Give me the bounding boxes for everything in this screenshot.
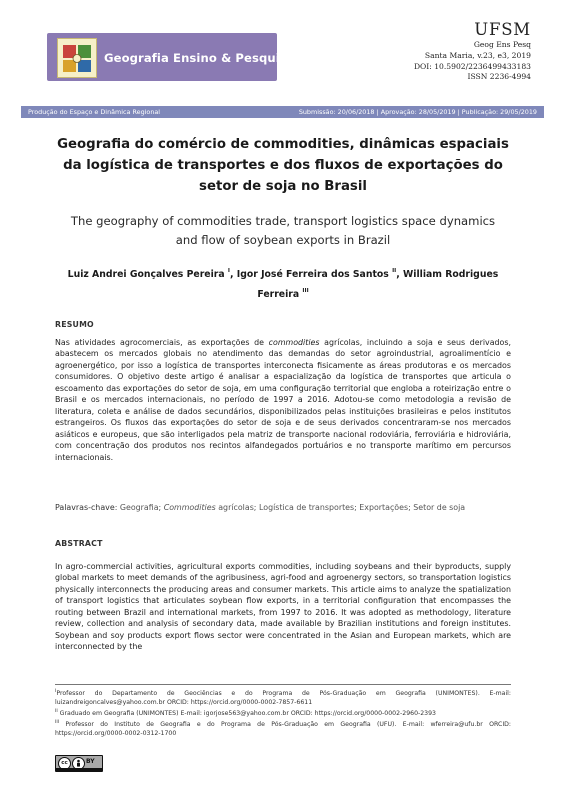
author-name: William Rodrigues Ferreira: [257, 269, 499, 300]
doi-line: DOI: 10.5902/2236499433183: [413, 61, 531, 71]
article-title-en: The geography of commodities trade, transport logistics space dynamics and flow of soybean exports in Brazil: [70, 214, 496, 247]
publisher-meta: [414, 20, 531, 83]
footnote-mark: II: [55, 709, 58, 715]
resumo-text: [55, 337, 511, 463]
keywords-label: Palavras-chave: [55, 503, 115, 512]
footnote-mark: III: [55, 720, 60, 726]
by-label: BY: [86, 758, 95, 765]
author-mark: I: [227, 268, 230, 274]
author-mark: II: [392, 268, 397, 274]
footnote-mark: I: [55, 689, 57, 694]
footnote-text: Professor do Departamento de Geociências e do Programa de Pós-Graduação em Geografia (UNIMONTES). E-mail: luizandreigoncalves@yahoo.com.br ORCID: https://orcid.org/0000-0002-7857-6611: [55, 690, 511, 707]
resumo-text-italic: commodities: [268, 338, 320, 347]
keywords-part: agrícolas; Logística de transportes; Exportações; Setor de soja: [215, 503, 466, 512]
issn-line: ISSN 2236-4994: [467, 72, 531, 82]
footnote: [55, 687, 511, 707]
author-mark: III: [302, 288, 309, 294]
submission-dates: Submissão: 20/06/2018 | Aprovação: 28/05/2019 | Publicação: 29/05/2019: [298, 108, 537, 116]
resumo-text-part: agrícolas, incluindo a soja e seus derivados, abastecem os mercados globais no atendimento das demandas do setor agroindustrial, agroalimentício e agroenergético, por isso a logística de transportes interconecta fisicamente as áreas produtoras e os mercados consumidores. O objetivo deste artigo é analisar a espacialização da logística de transportes que articula o escoamento das exportações do setor de soja, em uma configuração territorial que engloba a roteirização entre o Brasil e os mercados internacionais, no período de 1997 a 2016. Adotou-se como metodologia a revisão de literatura, coleta e análise de dados secundários, disponibilizados pelas instituições brasileiras e pelos institutos estrangeiros. Os fluxos das exportações do setor de soja e de seus derivados concentraram-se nos mercados asiáticos e europeus, que são interligados pela matriz de transporte nacional rodoviária, ferroviária e hidroviária, com concentração dos produtos nos recintos alfandegados portuários e no transporte marítimo em percursos internacionais.: [55, 338, 511, 462]
info-bar: [21, 106, 544, 118]
abstract-heading: ABSTRACT: [55, 539, 103, 548]
journal-abbrev: Geog Ens Pesq: [473, 40, 531, 49]
article-title-pt: Geografia do comércio de commodities, dinâmicas espaciais da logística de transportes e dos fluxos de exportações do setor de soja no Brasil: [57, 137, 509, 194]
author-name: Igor José Ferreira dos Santos: [236, 269, 389, 280]
footnote-divider: [55, 684, 511, 685]
footnote-text: Professor do Instituto de Geografia e do Programa de Pós-Graduação em Geografia (UFU). E-mail: wferreira@ufu.br ORCID: https://orcid.org/0000-0002-0312-1700: [55, 721, 511, 738]
publisher-name: UFSM: [474, 20, 531, 39]
section-name: Produção do Espaço e Dinâmica Regional: [28, 108, 161, 116]
footnote: [55, 707, 511, 718]
keywords-italic: Commodities: [163, 503, 216, 512]
author-list: Luiz Andrei Gonçalves Pereira $^I$, Igor José Ferreira dos Santos $^{II}$, William Rodrigues Ferreira $^{III}$: [67, 268, 499, 300]
footnotes: [55, 687, 511, 738]
cc-band: [56, 768, 102, 771]
footnote-text: Graduado em Geografia (UNIMONTES) E-mail: igorjose563@yahoo.com.br ORCID: https://orcid.org/0000-0002-2960-2393: [57, 710, 436, 718]
author-name: Luiz Andrei Gonçalves Pereira: [67, 269, 225, 280]
resumo-heading: RESUMO: [55, 320, 94, 329]
keywords-pt: [55, 503, 511, 512]
journal-name: Geografia Ensino & Pesquisa: [104, 51, 295, 65]
resumo-text-part: Nas atividades agrocomerciais, as exportações de: [55, 338, 269, 347]
keywords-part: : Geografia;: [114, 503, 164, 512]
cc-symbol: cc: [58, 757, 71, 770]
cc-by-icon[interactable]: [55, 755, 103, 772]
volume-line: Santa Maria, v.23, e3, 2019: [424, 50, 531, 60]
abstract-text: In agro-commercial activities, agricultural exports commodities, including soybeans and their byproducts, supply global markets to meet demands of the agribusiness, agri-food and agroenergy sectors, so transportation logistics physically interconnects the producing areas and consumer markets. This article aims to analyze the spatialization of transport logistics that articulates soybean flow exports, in a territorial configuration that encompasses the routing between Brazil and international markets, from 1997 to 2016. It was adopted as methodology, literature review, collection and analysis of secondary data, made available by Brazilian institutions and foreign institutes. Soybean and soy products export flows sector were concentrated in the Asian and European markets, which are interconnected by the: [55, 562, 511, 652]
journal-logo-icon: [57, 38, 97, 78]
footnote: [55, 718, 511, 738]
